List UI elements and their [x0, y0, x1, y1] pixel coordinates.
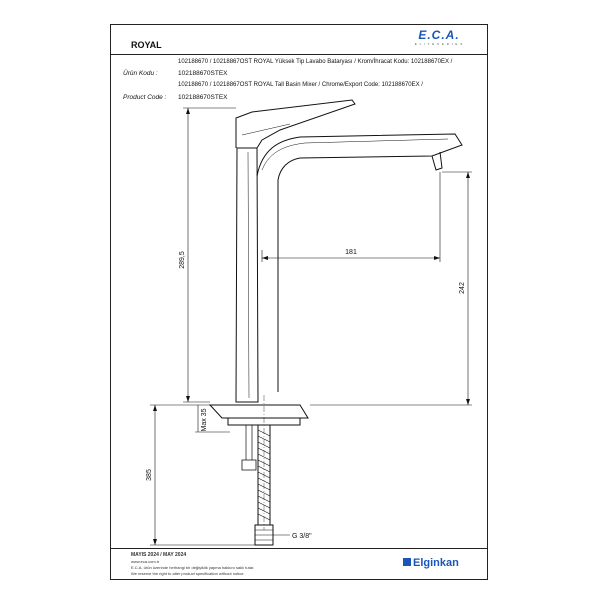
footer-website: www.eca.com.tr — [131, 559, 160, 564]
logo-subtext: E L I T E S E R I E S — [414, 42, 464, 46]
logo-text: E.C.A. — [418, 28, 460, 42]
dim-max-thickness: Max 35 — [201, 408, 208, 432]
dim-overall-height: 289,5 — [179, 251, 186, 269]
footer-date: MAYIS 2024 / MAY 2024 — [131, 552, 187, 558]
dim-thread: G 3/8" — [292, 533, 312, 540]
code-line-en: 102188670 / 10218867OST ROYAL Tall Basin Mixer / Chrome/Export Code: 102188670EX / — [178, 82, 423, 88]
base-plate — [210, 405, 308, 418]
code-line-en-2: 102188670STEX — [178, 94, 228, 101]
code-line-tr: 102188670 / 10218867OST ROYAL Yüksek Tip Lavabo Bataryası / Krom/İhracat Kodu: 102188670EX / — [178, 59, 453, 65]
elginkan-logo-icon — [403, 558, 411, 566]
faucet-spout — [257, 134, 462, 392]
product-name: ROYAL — [131, 40, 162, 50]
dim-below-counter: 385 — [146, 469, 153, 481]
elginkan-brand — [403, 557, 459, 569]
code-line-tr-2: 102188670STEX — [178, 70, 228, 77]
faucet-body — [236, 148, 258, 402]
dim-spout-reach: 181 — [345, 249, 357, 256]
urun-kodu-label: Ürün Kodu : — [123, 70, 158, 77]
aerator — [432, 152, 442, 170]
flex-hose — [246, 425, 252, 460]
footer-note-en: We reserve the right to alter product specification without notice. — [131, 571, 245, 576]
product-code-label: Product Code : — [123, 94, 167, 101]
faucet-body-highlight — [248, 152, 249, 398]
elginkan-text: Elginkan — [413, 557, 459, 569]
footer-note-tr: E.C.A. ürün üzerinde herhangi bir değişiklik yapma hakkını saklı tutar. — [131, 565, 255, 570]
faucet-handle — [236, 100, 355, 148]
dim-spout-height: 242 — [459, 282, 466, 294]
